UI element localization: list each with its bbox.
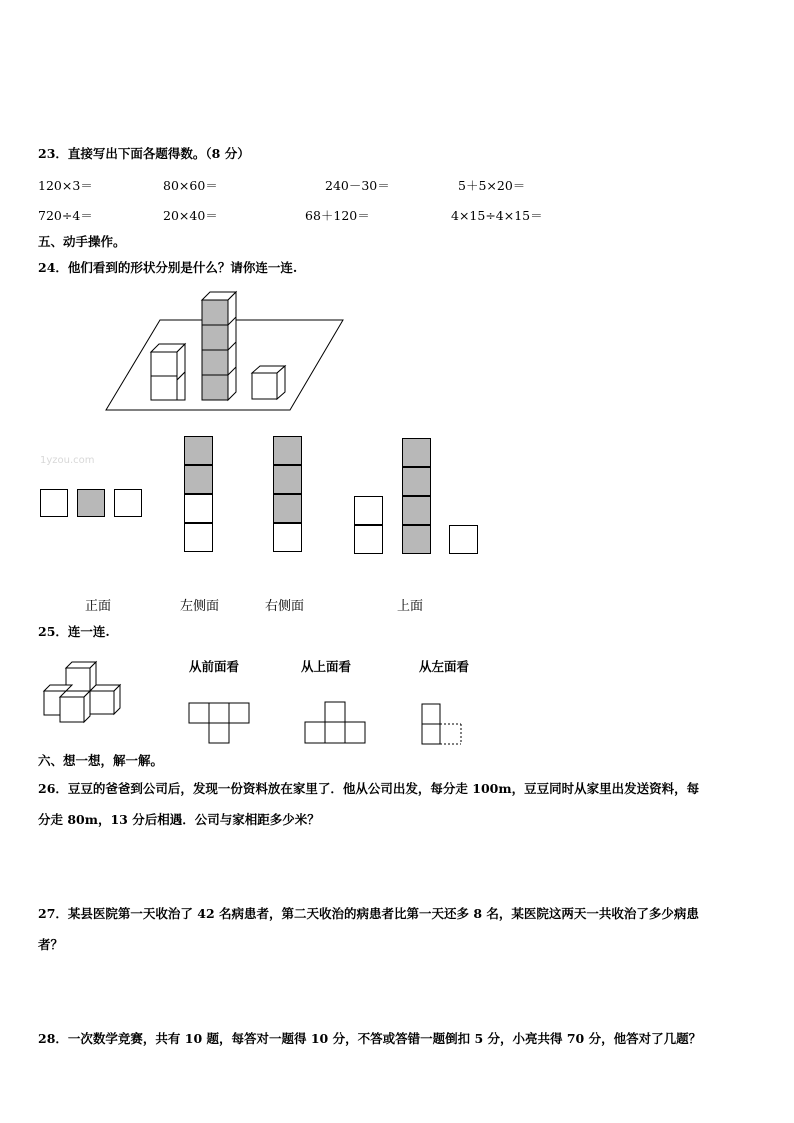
watermark: 1yzou.com xyxy=(40,455,95,466)
q23-expr: 68＋120＝ xyxy=(305,208,370,223)
section-6-heading: 六、想一想，解一解。 xyxy=(38,753,164,768)
label-front[interactable]: 正面 xyxy=(85,599,112,614)
q23-expr: 4×15÷4×15＝ xyxy=(451,208,543,223)
section-5-heading: 五、动手操作。 xyxy=(38,234,126,249)
view-from-top[interactable]: 从上面看 xyxy=(301,659,352,674)
q23-expr: 80×60＝ xyxy=(163,178,218,193)
view-from-left[interactable]: 从左面看 xyxy=(419,659,470,674)
q27-line-2: 者？ xyxy=(38,937,64,952)
q26-line-1: 26．豆豆的爸爸到公司后，发现一份资料放在家里了．他从公司出发，每分走 100m，豆豆同时从家里出发送资料，每 xyxy=(38,781,700,796)
view-from-front[interactable]: 从前面看 xyxy=(189,659,240,674)
label-top[interactable]: 上面 xyxy=(397,599,424,614)
q24-title: 24．他们看到的形状分别是什么？请你连一连. xyxy=(38,260,298,275)
q23-expr: 120×3＝ xyxy=(38,178,93,193)
q23-title: 23．直接写出下面各题得数。（8 分） xyxy=(38,146,250,161)
q26-line-2: 分走 80m，13 分后相遇．公司与家相距多少米？ xyxy=(38,812,320,827)
q27-line-1: 27．某县医院第一天收治了 42 名病患者，第二天收治的病患者比第一天还多 8 名，某医院这两天一共收治了多少病患 xyxy=(38,906,699,921)
front-view-shape xyxy=(189,703,249,743)
label-left-side[interactable]: 左侧面 xyxy=(180,599,220,614)
q23-expr: 5＋5×20＝ xyxy=(458,178,526,193)
left-view-shape xyxy=(422,704,461,744)
q23-expr: 720÷4＝ xyxy=(38,208,93,223)
top-view-shape xyxy=(305,702,365,743)
q23-expr: 240－30＝ xyxy=(325,178,390,193)
q23-expr: 20×40＝ xyxy=(163,208,218,223)
label-right-side[interactable]: 右侧面 xyxy=(265,599,305,614)
q28-line-1: 28．一次数学竞赛，共有 10 题，每答对一题得 10 分，不答或答错一题倒扣 5 分，小亮共得 70 分，他答对了几题？ xyxy=(38,1031,702,1046)
q25-title: 25．连一连. xyxy=(38,624,110,639)
